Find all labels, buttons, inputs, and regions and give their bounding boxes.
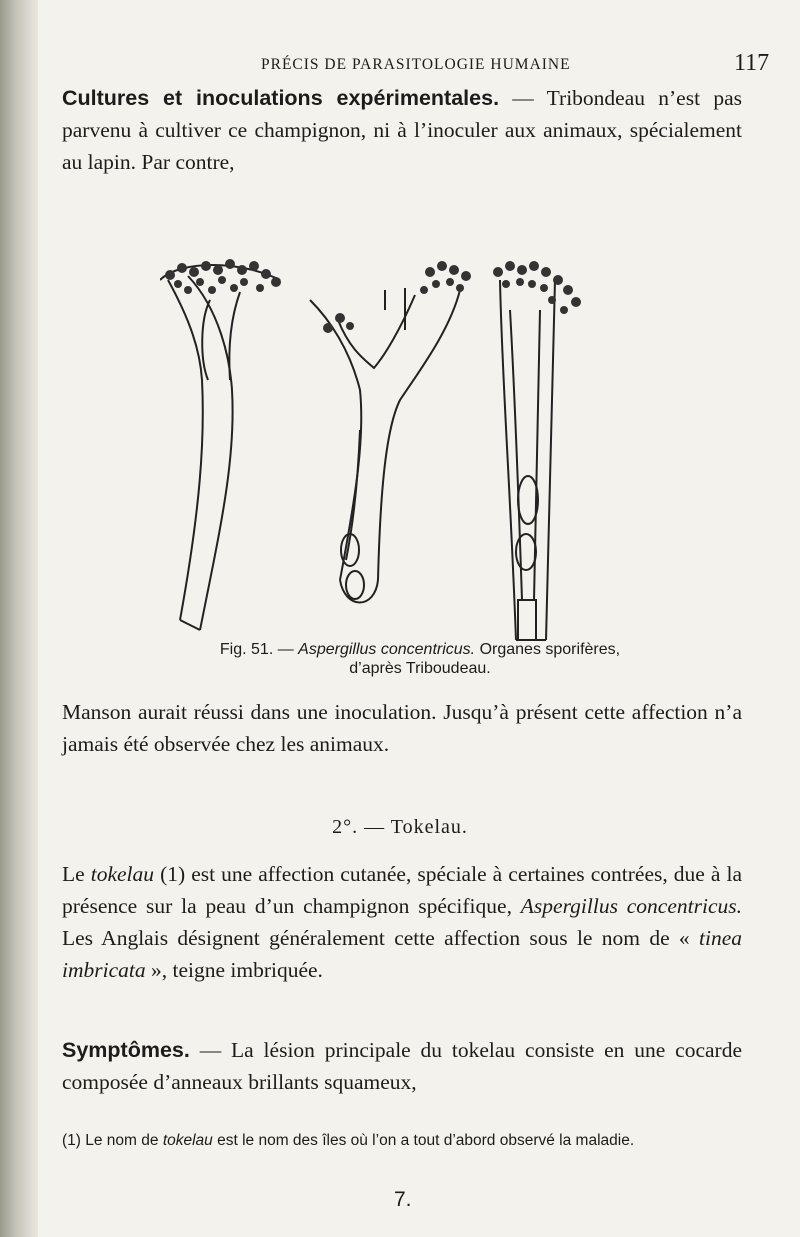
footnote <box>62 1132 742 1149</box>
signature-mark: 7. <box>394 1188 412 1211</box>
sporiferous-organs-illustration <box>160 180 640 648</box>
paragraph-heading-cultures: Cultures et inoculations expérimentales. <box>62 86 500 110</box>
paragraph-manson: Manson aurait réussi dans une inoculation. Jusqu’à présent cette affection n’a jamais été observée chez les animaux. <box>62 700 742 756</box>
conidiophore-right <box>500 280 555 640</box>
italic-term: tokelau <box>90 862 155 886</box>
conidiophore-middle <box>310 288 460 603</box>
italic-term: Aspergillus concentricus. <box>520 894 742 918</box>
running-head: PRÉCIS DE PARASITOLOGIE HUMAINE <box>261 56 571 73</box>
footnote-text: est le nom des îles où l’on a tout d’abord observé la maladie. <box>212 1132 635 1149</box>
footnote-text: (1) Le nom de <box>62 1132 163 1149</box>
conidiophore-left <box>160 265 280 630</box>
paragraph-symptomes <box>62 1034 742 1098</box>
text-run: Le <box>62 862 91 886</box>
paragraph-cultures <box>62 82 742 178</box>
paragraph-tokelau-intro <box>62 858 742 986</box>
text-run: (1) est une affection cutanée, spéciale à certaines contrées, due à la présence sur la peau d’un champignon spécifique, <box>62 862 742 918</box>
section-title-tokelau: 2°. — Tokelau. <box>332 816 468 838</box>
paragraph-text-symptomes: — La lésion principale du tokelau consiste en une cocarde composée d’anneaux brillants squameux, <box>62 1038 742 1094</box>
text-run: Les Anglais désignent généralement cette affection sous le nom de « <box>62 926 699 950</box>
footnote-italic: tokelau <box>162 1132 213 1149</box>
caption-taxon: Aspergillus concentricus. <box>298 641 476 658</box>
page-number: 117 <box>734 50 770 76</box>
figure-aspergillus <box>160 180 640 648</box>
caption-prefix: Fig. 51. — <box>219 641 299 658</box>
text-run: », teigne imbriquée. <box>145 958 323 982</box>
caption-rest: Organes sporifères, d’après Triboudeau. <box>349 641 621 677</box>
paragraph-heading-symptomes: Symptômes. <box>62 1038 190 1062</box>
italic-term: tinea imbricata <box>62 926 742 982</box>
figure-caption <box>210 640 630 678</box>
paragraph-text-cultures: — Tribondeau n’est pas parvenu à cultiver ce champignon, ni à l’inoculer aux animaux, spécialement au lapin. Par contre, <box>62 86 742 174</box>
